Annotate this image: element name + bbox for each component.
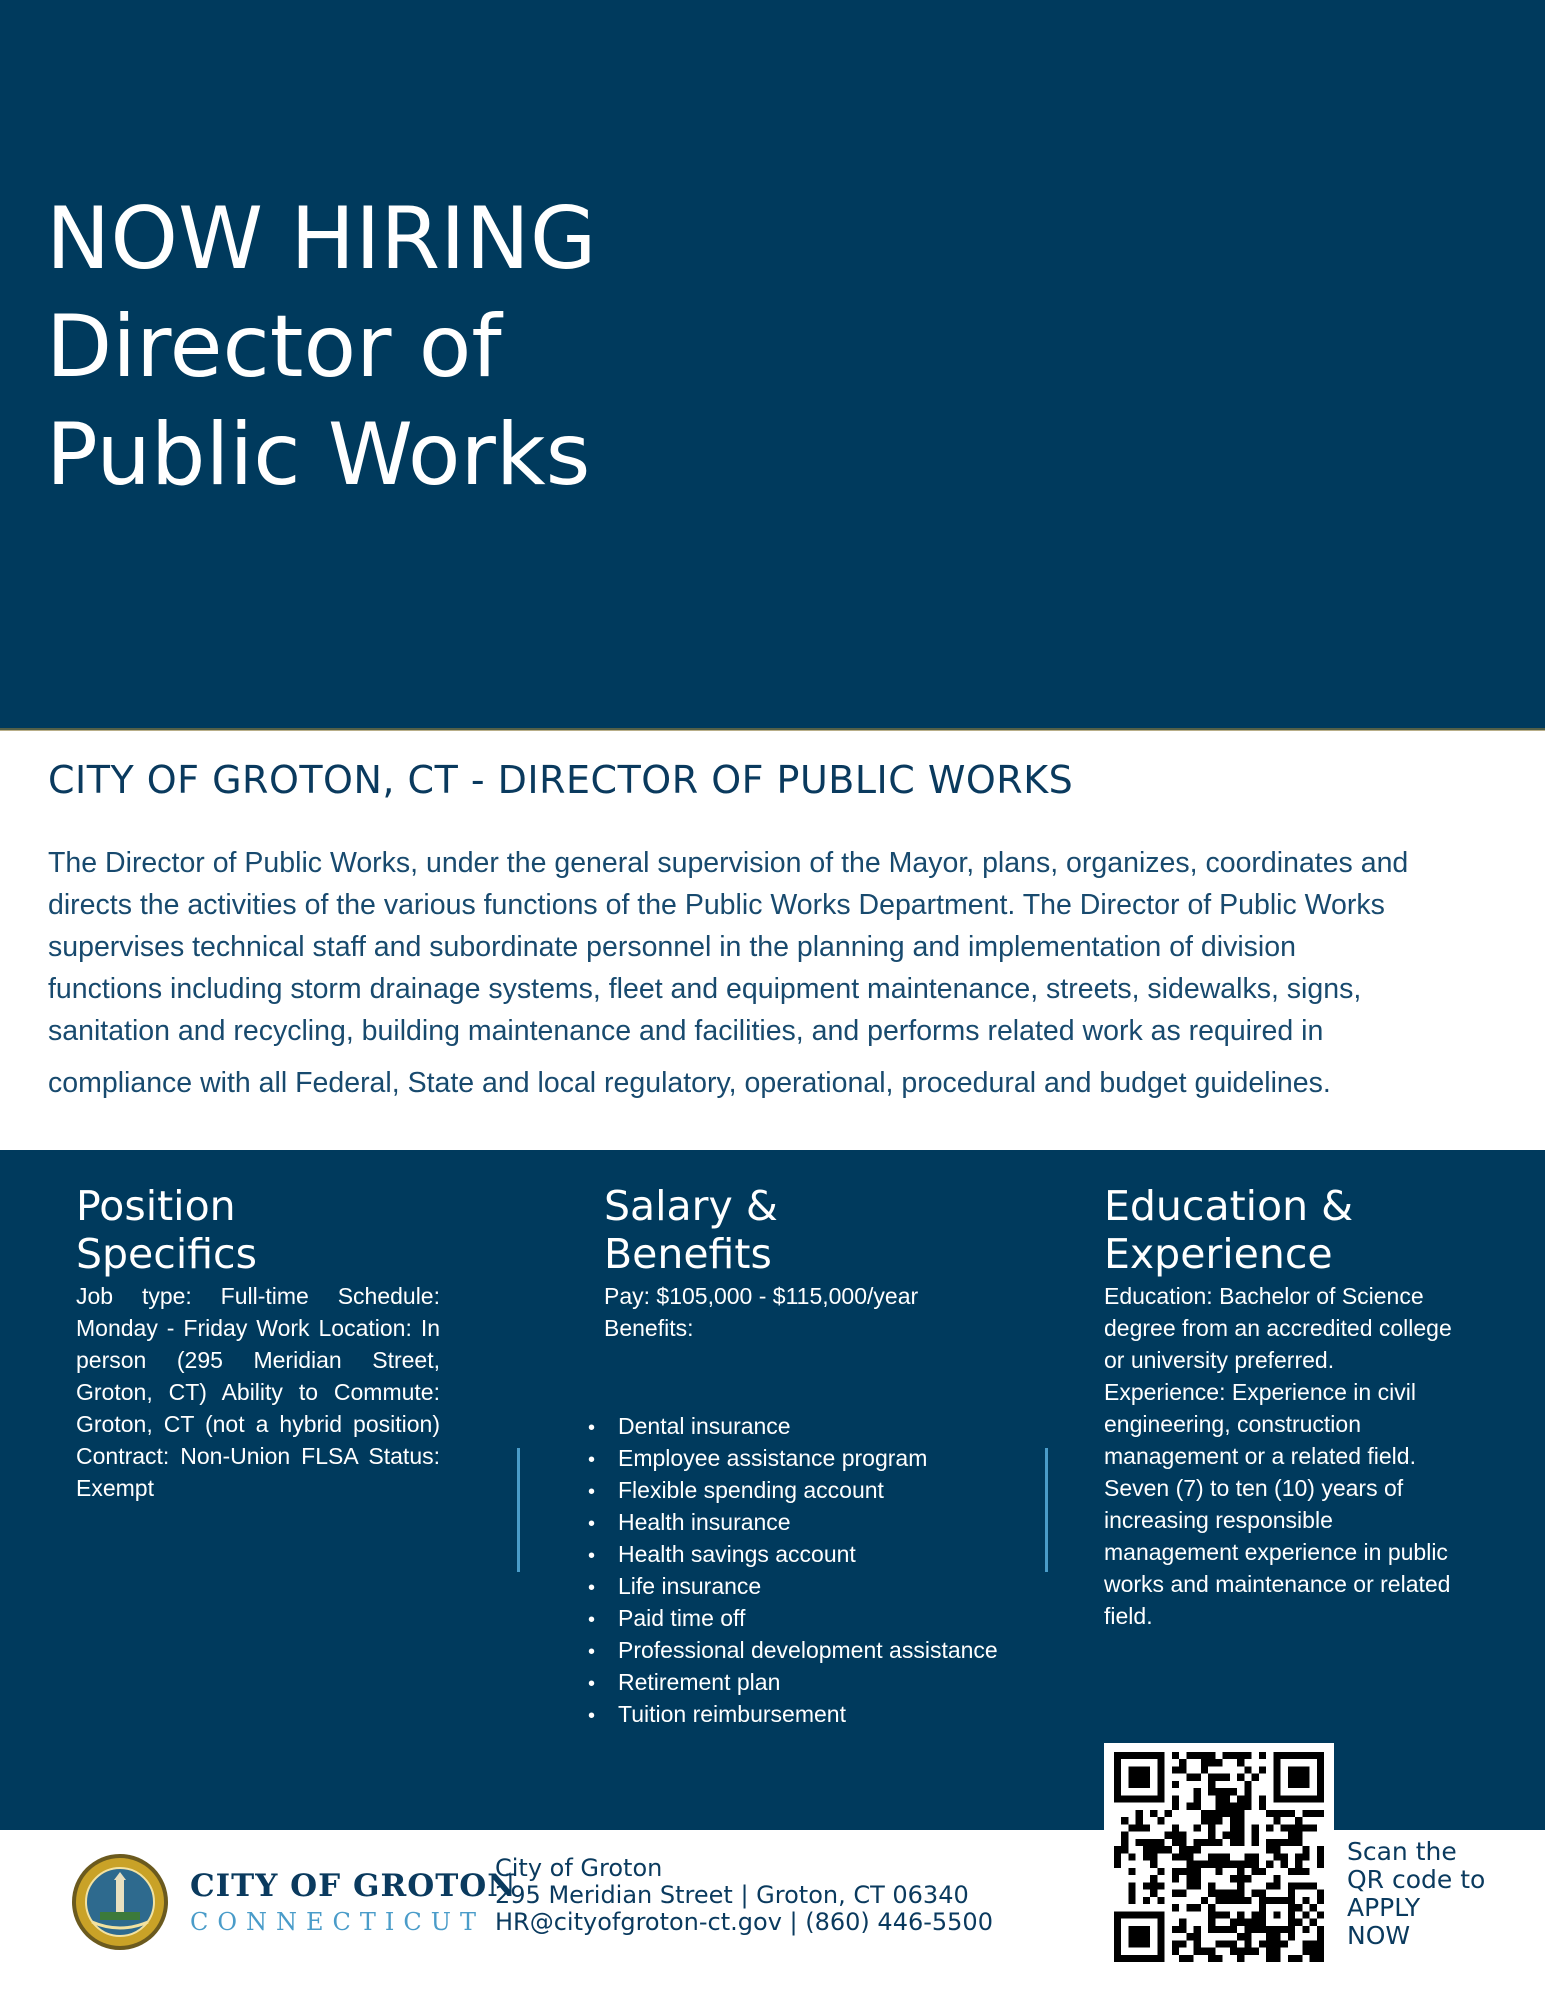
description-line: functions including storm drainage systems, fleet and equipment maintenance, streets, sidewalks, signs,	[48, 973, 1362, 1005]
list-item	[588, 1570, 998, 1602]
salary-pay: Pay: $105,000 - $115,000/year	[604, 1283, 919, 1309]
education-title-line-1: Education &	[1104, 1182, 1354, 1230]
scan-line-2: QR code to	[1347, 1865, 1486, 1894]
list-item	[588, 1538, 998, 1570]
description-line: The Director of Public Works, under the general supervision of the Mayor, plans, organizes, coordinates and	[48, 847, 1409, 879]
bullet-icon: •	[588, 1641, 596, 1663]
list-item	[588, 1506, 998, 1538]
scan-line-1: Scan the	[1347, 1837, 1457, 1866]
contact-address: 295 Meridian Street | Groton, CT 06340	[495, 1881, 969, 1909]
list-item	[588, 1602, 998, 1634]
position-specifics-body: Job type: Full-time Schedule: Monday - Friday Work Location: In person (295 Meridian Street, Groton, CT) Ability to Commute: Groton, CT (not a hybrid position) Contract: Non-Union FLSA Status: Exempt	[76, 1283, 440, 1501]
position-title-line-1: Position	[76, 1182, 236, 1230]
bullet-icon: •	[588, 1577, 596, 1599]
contact-block	[495, 1855, 993, 1936]
benefit-label: Flexible spending account	[618, 1477, 884, 1503]
job-description	[48, 842, 1508, 1104]
qr-code-frame[interactable]	[1104, 1743, 1334, 1971]
benefit-label: Life insurance	[618, 1573, 762, 1599]
description-line: compliance with all Federal, State and local regulatory, operational, procedural and budget guidelines.	[48, 1067, 1331, 1099]
column-divider-1	[517, 1448, 520, 1572]
hero-banner	[0, 0, 1545, 730]
salary-benefits-title	[604, 1182, 778, 1278]
education-line: Experience: Experience in civil	[1104, 1379, 1416, 1405]
hero-title-line-3: Public Works	[46, 405, 591, 505]
education-line: field.	[1104, 1603, 1153, 1629]
education-line: management experience in public	[1104, 1539, 1448, 1565]
benefits-list	[588, 1410, 998, 1730]
description-line: supervises technical staff and subordinate personnel in the planning and implementation of division	[48, 931, 1296, 963]
contact-name: City of Groton	[495, 1854, 663, 1882]
bullet-icon: •	[588, 1609, 596, 1631]
list-item	[588, 1474, 998, 1506]
scan-prompt	[1347, 1838, 1485, 1950]
bullet-icon: •	[588, 1449, 596, 1471]
bullet-icon: •	[588, 1545, 596, 1567]
qr-code-icon[interactable]	[1114, 1752, 1324, 1962]
list-item	[588, 1442, 998, 1474]
benefit-label: Paid time off	[618, 1605, 746, 1631]
salary-title-line-1: Salary &	[604, 1182, 778, 1230]
benefit-label: Dental insurance	[618, 1413, 791, 1439]
logo-title: CITY OF GROTON	[190, 1868, 517, 1904]
page-heading: CITY OF GROTON, CT - DIRECTOR OF PUBLIC WORKS	[48, 758, 1074, 802]
list-item	[588, 1666, 998, 1698]
education-experience-title	[1104, 1182, 1353, 1278]
benefit-label: Employee assistance program	[618, 1445, 928, 1471]
benefit-label: Professional development assistance	[618, 1637, 998, 1663]
education-line: Seven (7) to ten (10) years of	[1104, 1475, 1404, 1501]
list-item	[588, 1410, 998, 1442]
column-divider-2	[1045, 1448, 1048, 1572]
bullet-icon: •	[588, 1513, 596, 1535]
benefit-label: Retirement plan	[618, 1669, 781, 1695]
salary-title-line-2: Benefits	[604, 1230, 772, 1278]
benefit-label: Health savings account	[618, 1541, 856, 1567]
benefit-label: Tuition reimbursement	[618, 1701, 846, 1727]
hero-divider	[0, 728, 1545, 731]
benefits-label: Benefits:	[604, 1315, 694, 1341]
description-line: sanitation and recycling, building maintenance and facilities, and performs related work as required in	[48, 1015, 1324, 1047]
contact-email-phone[interactable]: HR@cityofgroton-ct.gov | (860) 446-5500	[495, 1908, 993, 1936]
education-line: works and maintenance or related	[1104, 1571, 1451, 1597]
description-line: directs the activities of the various functions of the Public Works Department. The Director of Public Works	[48, 889, 1385, 921]
hero-title-line-1: NOW HIRING	[46, 189, 597, 289]
position-title-line-2: Specifics	[76, 1230, 257, 1278]
list-item	[588, 1634, 998, 1666]
education-line: or university preferred.	[1104, 1347, 1335, 1373]
education-line: increasing responsible	[1104, 1507, 1333, 1533]
education-experience-body	[1104, 1280, 1524, 1632]
benefit-label: Health insurance	[618, 1509, 791, 1535]
education-line: management or a related field.	[1104, 1443, 1416, 1469]
education-title-line-2: Experience	[1104, 1230, 1333, 1278]
position-specifics-title	[76, 1182, 257, 1278]
list-item	[588, 1698, 998, 1730]
city-seal-icon	[70, 1852, 170, 1952]
hero-title-line-2: Director of	[46, 297, 502, 397]
education-line: Education: Bachelor of Science	[1104, 1283, 1424, 1309]
hero-title	[46, 185, 597, 509]
bullet-icon: •	[588, 1417, 596, 1439]
education-line: engineering, construction	[1104, 1411, 1361, 1437]
salary-pay-block	[604, 1280, 984, 1344]
bullet-icon: •	[588, 1673, 596, 1695]
bullet-icon: •	[588, 1705, 596, 1727]
scan-line-3: APPLY	[1347, 1893, 1421, 1922]
scan-line-4: NOW	[1347, 1921, 1411, 1950]
education-line: degree from an accredited college	[1104, 1315, 1452, 1341]
bullet-icon: •	[588, 1481, 596, 1503]
logo-subtitle: CONNECTICUT	[190, 1908, 486, 1936]
